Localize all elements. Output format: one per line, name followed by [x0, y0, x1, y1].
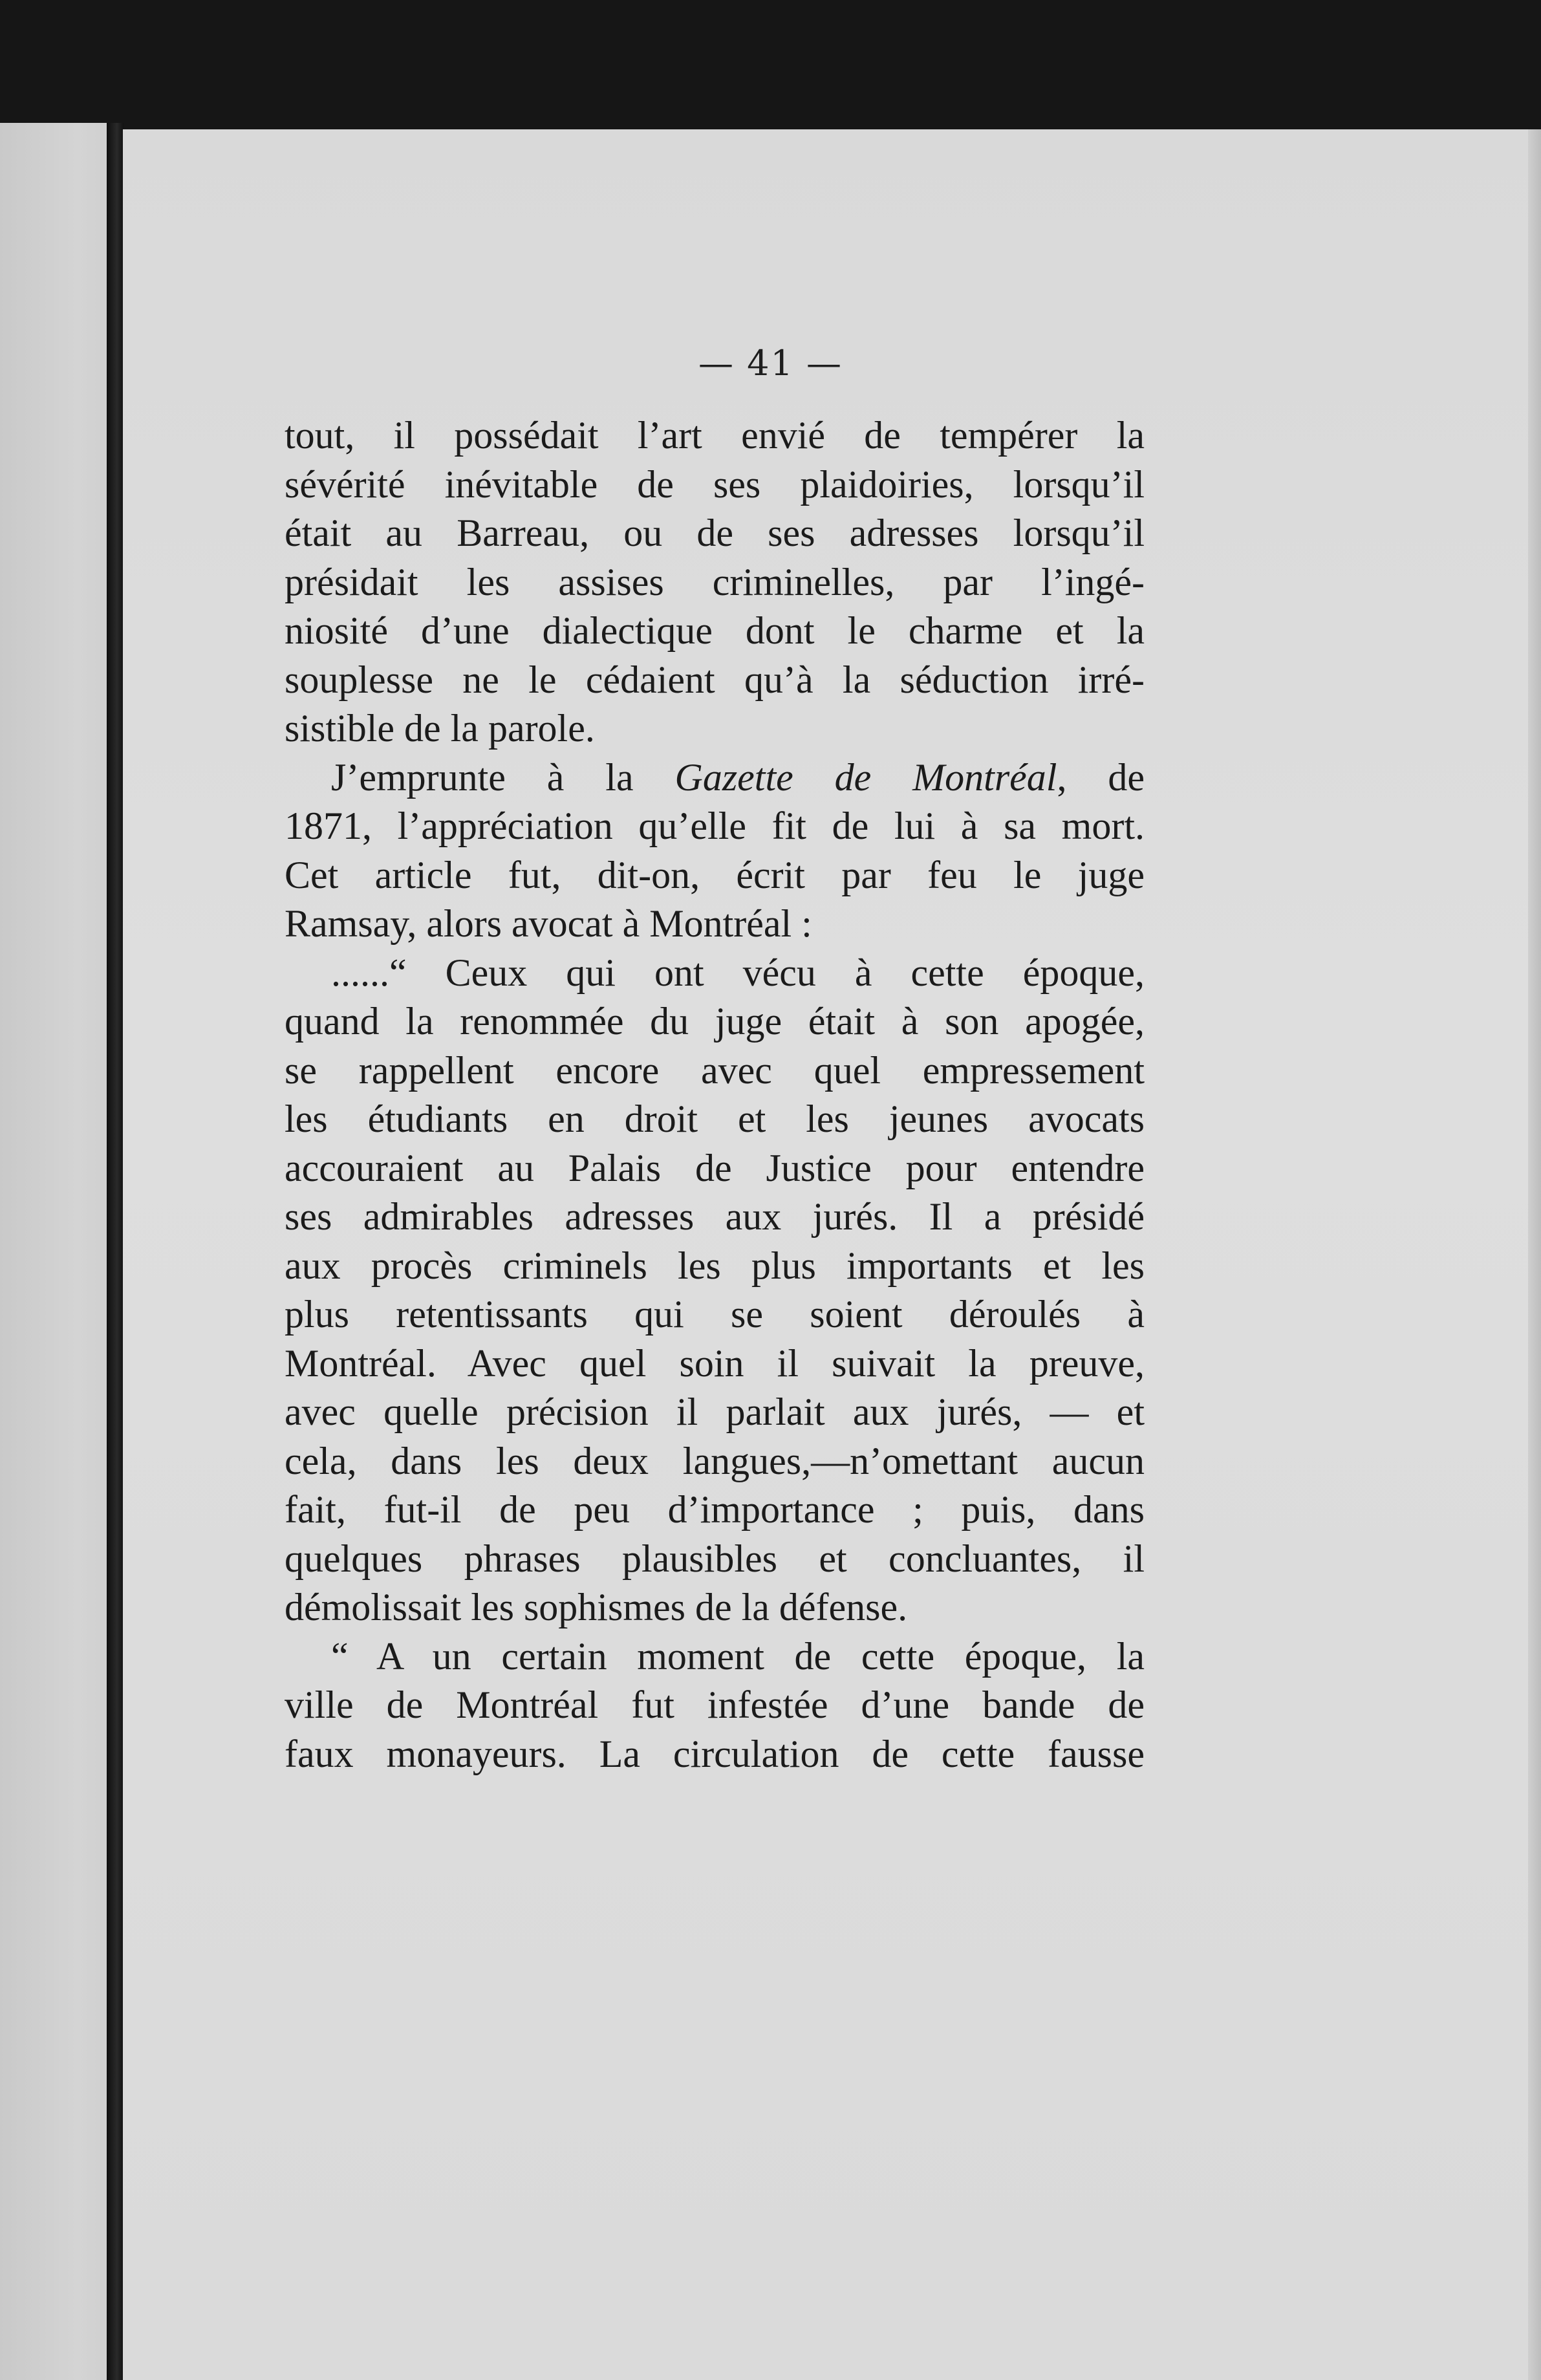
text-line: souplesse ne le cédaient qu’à la séduction irré-: [285, 658, 1145, 701]
text-line: aux procès criminels les plus importants et les: [285, 1244, 1145, 1287]
text-line: quelques phrases plausibles et concluantes, il: [285, 1537, 1145, 1580]
page-number: — 41 —: [698, 343, 843, 384]
text-line: ......“ Ceux qui ont vécu à cette époque,: [331, 951, 1145, 994]
text-line: tout, il possédait l’art envié de tempérer la: [285, 414, 1145, 457]
text-segment: , de: [1057, 755, 1145, 799]
text-line: quand la renommée du juge était à son apogée,: [285, 1000, 1145, 1043]
text-line: 1871, l’appréciation qu’elle fit de lui à sa mort.: [285, 805, 1145, 847]
text-line: Cet article fut, dit-on, écrit par feu le juge: [285, 853, 1145, 896]
book-spine: [107, 123, 124, 2380]
text-line: sévérité inévitable de ses plaidoiries, lorsqu’il: [285, 462, 1145, 506]
text-line: Ramsay, alors avocat à Montréal :: [285, 902, 812, 945]
newspaper-title: Gazette de Montréal: [674, 755, 1057, 799]
text-line: démolissait les sophismes de la défense.: [285, 1586, 908, 1628]
text-line: ses admirables adresses aux jurés. Il a présidé: [285, 1195, 1145, 1238]
text-line: “ A un certain moment de cette époque, la: [331, 1634, 1145, 1678]
text-line: accouraient au Palais de Justice pour entendre: [285, 1146, 1145, 1189]
text-line: présidait les assises criminelles, par l’ingé-: [285, 560, 1145, 603]
text-line: Montréal. Avec quel soin il suivait la preuve,: [285, 1341, 1145, 1385]
text-line: sistible de la parole.: [285, 707, 595, 750]
left-page-edge: [0, 123, 111, 2380]
text-line: ville de Montréal fut infestée d’une bande de: [285, 1683, 1145, 1726]
text-segment: J’emprunte à la: [331, 755, 634, 799]
text-line: avec quelle précision il parlait aux jurés, — et: [285, 1390, 1145, 1433]
text-line-with-citation: [285, 753, 1145, 803]
text-line: niosité d’une dialectique dont le charme et la: [285, 609, 1145, 652]
text-line: se rappellent encore avec quel empressement: [285, 1048, 1145, 1092]
page-body-text: [285, 411, 1145, 1779]
text-line: cela, dans les deux langues,—n’omettant aucun: [285, 1439, 1145, 1482]
text-line: faux monayeurs. La circulation de cette fausse: [285, 1732, 1145, 1775]
text-line: fait, fut-il de peu d’importance ; puis, dans: [285, 1488, 1145, 1531]
text-line: était au Barreau, ou de ses adresses lorsqu’il: [285, 512, 1145, 554]
text-line: plus retentissants qui se soient déroulés à: [285, 1293, 1145, 1336]
text-line: les étudiants en droit et les jeunes avocats: [285, 1098, 1145, 1140]
right-page-edge: [1528, 129, 1541, 2380]
